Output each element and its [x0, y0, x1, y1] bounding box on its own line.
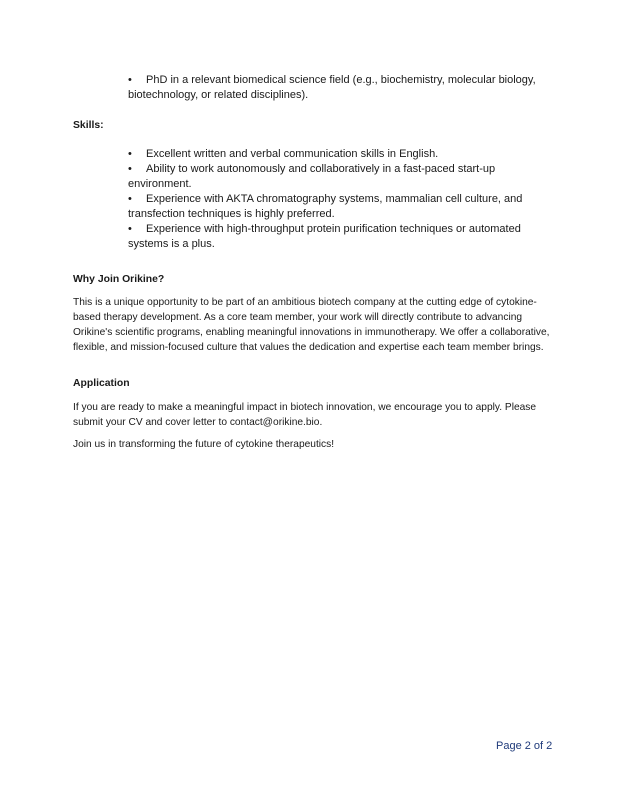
bullet-icon: •: [128, 223, 132, 235]
education-list: [128, 73, 548, 103]
skills-heading: Skills:: [73, 120, 104, 131]
bullet-icon: •: [128, 193, 132, 205]
bullet-icon: •: [128, 74, 132, 86]
bullet-icon: •: [128, 148, 132, 160]
why-join-paragraph: This is a unique opportunity to be part of an ambitious biotech company at the cutting edge of cytokine-based therapy development. As a core team member, your work will directly contribute to advancing Orikine's scientific programs, enabling meaningful innovations in immunotherapy. We offer a collaborative, flexible, and mission-focused culture that values the dedication and expertise each team member brings.: [73, 297, 550, 353]
application-heading: Application: [73, 378, 130, 389]
list-item: • Experience with AKTA chromatography systems, mammalian cell culture, and transfection techniques is highly preferred.: [128, 193, 523, 220]
list-item: • Ability to work autonomously and collaboratively in a fast-paced start-up environment.: [128, 163, 496, 190]
closing-line: Join us in transforming the future of cytokine therapeutics!: [73, 439, 335, 450]
list-item: • PhD in a relevant biomedical science field (e.g., biochemistry, molecular biology, biotechnology, or related disciplines).: [128, 74, 536, 101]
application-paragraph: If you are ready to make a meaningful impact in biotech innovation, we encourage you to apply. Please submit your CV and cover letter to contact@orikine.bio.: [73, 402, 537, 428]
list-item: • Experience with high-throughput protein purification techniques or automated systems is a plus.: [128, 223, 521, 250]
list-item: • Excellent written and verbal communication skills in English.: [128, 148, 439, 160]
why-join-heading: Why Join Orikine?: [73, 274, 165, 285]
bullet-icon: •: [128, 163, 132, 175]
skills-list: [128, 147, 548, 252]
page-number: Page 2 of 2: [496, 740, 553, 752]
